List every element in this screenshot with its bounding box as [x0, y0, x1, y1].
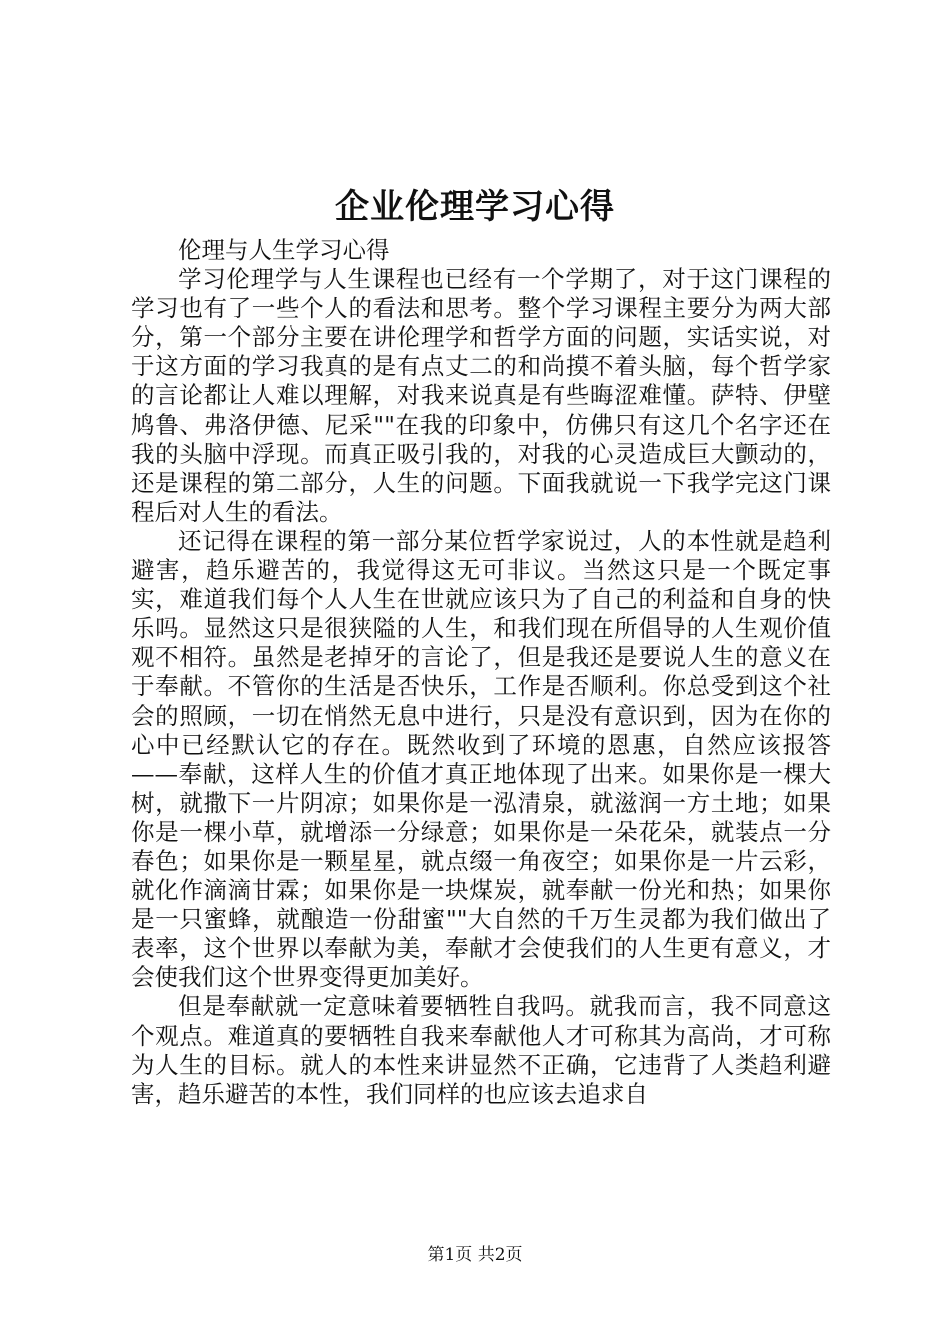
document-body [131, 236, 831, 1109]
page-title: 企业伦理学习心得 [335, 187, 615, 227]
paragraph: 还记得在课程的第一部分某位哲学家说过，人的本性就是趋利避害，趋乐避苦的，我觉得这无可非议。当然这只是一个既定事实，难道我们每个人人生在世就应该只为了自己的利益和自身的快乐吗。显然这只是很狭隘的人生，和我们现在所倡导的人生观价值观不相符。虽然是老掉牙的言论了，但是我还是要说人生的意义在于奉献。不管你的生活是否快乐，工作是否顺利。你总受到这个社会的照顾，一切在悄然无息中进行，只是没有意识到，因为在你的心中已经默认它的存在。既然收到了环境的恩惠，自然应该报答——奉献，这样人生的价值才真正地体现了出来。如果你是一棵大树，就撒下一片阴凉；如果你是一泓清泉，就滋润一方土地；如果你是一棵小草，就增添一分绿意；如果你是一朵花朵，就装点一分春色；如果你是一颗星星，就点缀一角夜空；如果你是一片云彩，就化作滴滴甘霖；如果你是一块煤炭，就奉献一份光和热；如果你是一只蜜蜂，就酿造一份甜蜜""大自然的千万生灵都为我们做出了表率，这个世界以奉献为美，奉献才会使我们的人生更有意义，才会使我们这个世界变得更加美好。 [131, 526, 831, 992]
page-footer: 第1页 共2页 [427, 1245, 523, 1265]
subtitle: 伦理与人生学习心得 [178, 236, 390, 264]
paragraph: 但是奉献就一定意味着要牺牲自我吗。就我而言，我不同意这个观点。难道真的要牺牲自我来奉献他人才可称其为高尚，才可称为人生的目标。就人的本性来讲显然不正确，它违背了人类趋利避害，趋乐避苦的本性，我们同样的也应该去追求自 [131, 992, 831, 1108]
paragraph: 学习伦理学与人生课程也已经有一个学期了，对于这门课程的学习也有了一些个人的看法和思考。整个学习课程主要分为两大部分，第一个部分主要在讲伦理学和哲学方面的问题，实话实说，对于这方面的学习我真的是有点丈二的和尚摸不着头脑，每个哲学家的言论都让人难以理解，对我来说真是有些晦涩难懂。萨特、伊壁鸠鲁、弗洛伊德、尼采""在我的印象中，仿佛只有这几个名字还在我的头脑中浮现。而真正吸引我的，对我的心灵造成巨大颤动的，还是课程的第二部分，人生的问题。下面我就说一下我学完这门课程后对人生的看法。 [131, 265, 831, 526]
